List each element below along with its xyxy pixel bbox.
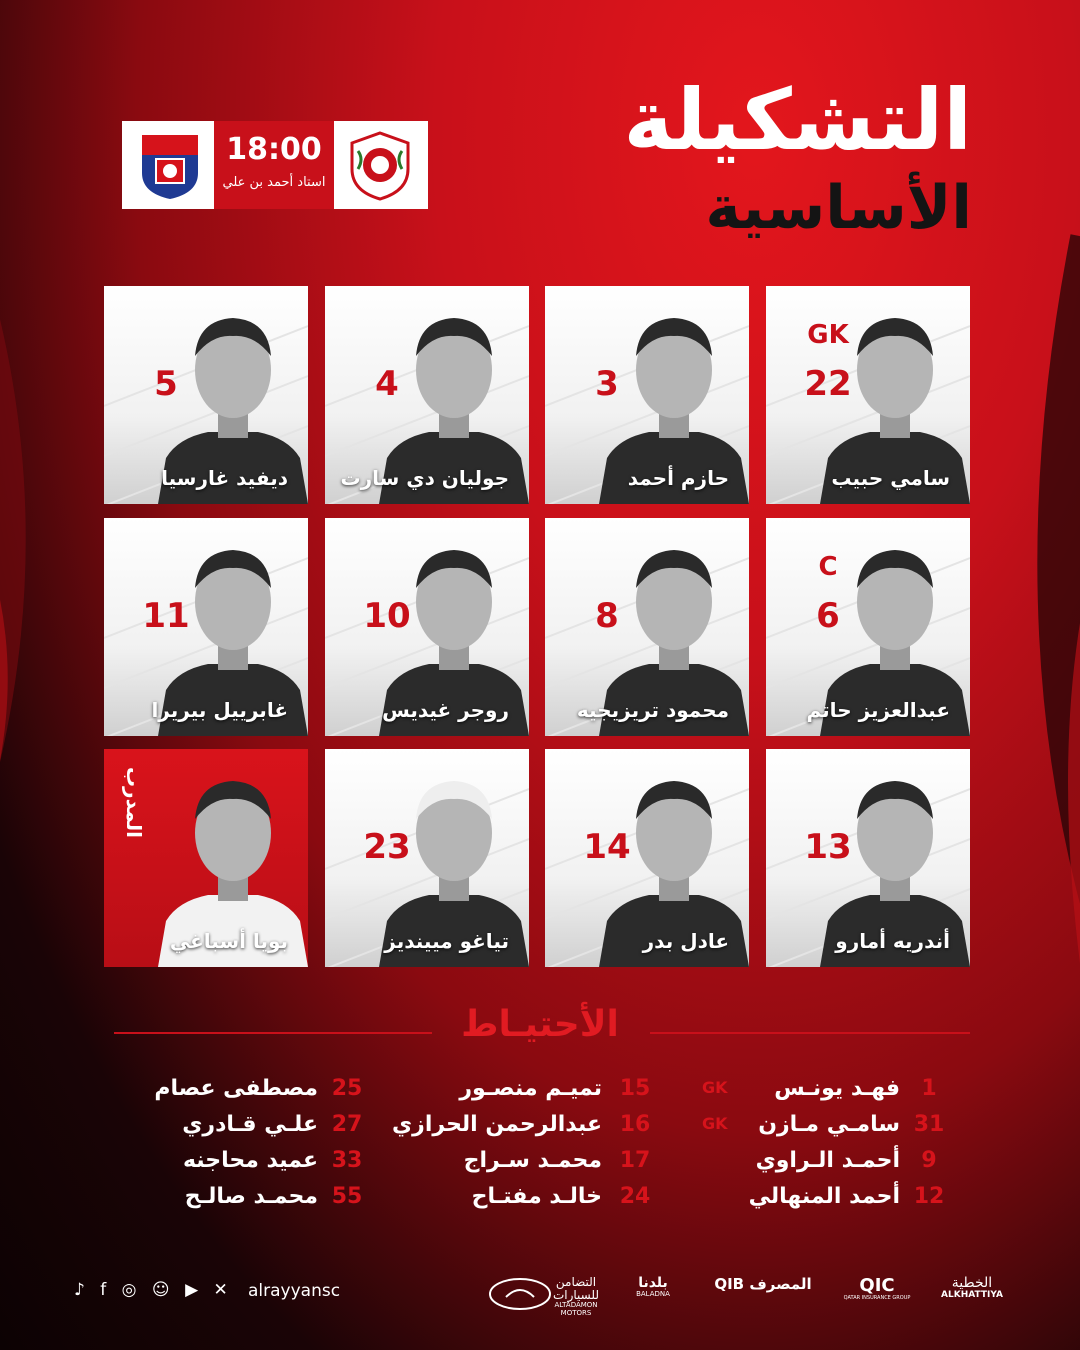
sponsor-qib: QIB المصرف xyxy=(714,1275,812,1293)
player-number: 3 xyxy=(595,364,619,404)
coach-label: المدرب xyxy=(122,767,146,838)
player-card xyxy=(545,286,749,504)
sub-row xyxy=(380,1112,680,1142)
sub-name: خالـد مفتـاح xyxy=(471,1184,602,1209)
player-name: سامي حبيب xyxy=(831,466,950,490)
player-name: أندريه أمارو xyxy=(835,929,950,953)
sub-tag: GK xyxy=(702,1078,728,1097)
player-name: جوليان دي سارت xyxy=(340,466,509,490)
coach-card xyxy=(104,749,308,967)
title-sub: الأساسية xyxy=(705,173,972,243)
x-icon[interactable]: ✕ xyxy=(213,1280,228,1300)
sponsor-altadamon: التضامن للسيارات ALTADAMON MOTORS xyxy=(552,1275,600,1318)
player-number: 22 xyxy=(804,364,852,404)
sub-row xyxy=(670,1184,970,1214)
sub-number: 15 xyxy=(619,1076,651,1101)
player-number: 23 xyxy=(363,827,411,867)
social-icons xyxy=(74,1280,238,1300)
player-card xyxy=(325,749,529,967)
sub-name: عبدالرحمن الحرازي xyxy=(392,1112,602,1137)
player-card xyxy=(545,518,749,736)
match-info xyxy=(122,121,428,209)
sub-number: 16 xyxy=(619,1112,651,1137)
sub-number: 24 xyxy=(619,1184,651,1209)
sub-name: سامـي مـازن xyxy=(758,1112,900,1137)
title-main: التشكيلة xyxy=(623,71,972,169)
player-card xyxy=(104,286,308,504)
sub-number: 33 xyxy=(331,1148,363,1173)
player-number: 6 xyxy=(816,596,840,636)
sponsor-baladna: بلدنا BALADNA xyxy=(636,1275,670,1299)
sub-number: 55 xyxy=(331,1184,363,1209)
sub-row xyxy=(380,1184,680,1214)
sub-row xyxy=(94,1076,394,1106)
car-brand-logo-icon xyxy=(488,1277,552,1311)
sub-number: 1 xyxy=(921,1076,937,1101)
player-name: محمود تريزيجيه xyxy=(576,698,729,722)
sub-name: أحمد المنهالي xyxy=(748,1184,900,1209)
divider xyxy=(650,1032,970,1034)
sub-name: محمـد صالـح xyxy=(184,1184,318,1209)
sub-name: تميـم منصـور xyxy=(459,1076,602,1101)
divider xyxy=(114,1032,432,1034)
sponsor-qic: QIC QATAR INSURANCE GROUP xyxy=(843,1275,911,1301)
player-name: روجر غيديس xyxy=(382,698,509,722)
sub-number: 17 xyxy=(619,1148,651,1173)
player-tag: C xyxy=(818,552,838,582)
player-number: 4 xyxy=(375,364,399,404)
tiktok-icon[interactable]: ♪ xyxy=(74,1280,85,1300)
player-card xyxy=(325,518,529,736)
sub-row xyxy=(670,1076,970,1106)
sub-number: 25 xyxy=(331,1076,363,1101)
player-name: حازم أحمد xyxy=(627,466,729,490)
sub-row xyxy=(670,1148,970,1178)
instagram-icon[interactable]: ◎ xyxy=(121,1280,137,1300)
subs-title: الأحتيـاط xyxy=(461,1004,619,1045)
player-card xyxy=(325,286,529,504)
player-number: 14 xyxy=(583,827,631,867)
sub-row xyxy=(670,1112,970,1142)
venue: استاد أحمد بن علي xyxy=(222,175,326,190)
sub-row xyxy=(380,1076,680,1106)
sub-row xyxy=(94,1184,394,1214)
sub-number: 9 xyxy=(921,1148,937,1173)
player-card xyxy=(766,286,970,504)
player-name: عادل بدر xyxy=(642,929,729,953)
player-number: 10 xyxy=(363,596,411,636)
sub-name: علـي قـادري xyxy=(182,1112,318,1137)
snapchat-icon[interactable]: ☺ xyxy=(151,1280,170,1300)
facebook-icon[interactable]: f xyxy=(100,1280,107,1300)
player-number: 5 xyxy=(154,364,178,404)
sub-number: 27 xyxy=(331,1112,363,1137)
sub-name: مصطفى عصام xyxy=(154,1076,318,1101)
sub-number: 31 xyxy=(913,1112,945,1137)
sub-name: محمـد سـراج xyxy=(463,1148,602,1173)
sub-name: عميد محاجنه xyxy=(182,1148,318,1173)
player-card xyxy=(766,749,970,967)
player-card xyxy=(104,518,308,736)
sub-name: أحمـد الـراوي xyxy=(755,1148,900,1173)
sub-row xyxy=(94,1148,394,1178)
player-number: 13 xyxy=(804,827,852,867)
sponsor-alkhattiya: الخطية ALKHATTIYA xyxy=(941,1275,1003,1301)
player-card xyxy=(766,518,970,736)
sub-number: 12 xyxy=(913,1184,945,1209)
player-number: 8 xyxy=(595,596,619,636)
player-name: عبدالعزيز حاتم xyxy=(806,698,950,722)
player-name: غابرييل بيريرا xyxy=(151,698,288,722)
youtube-icon[interactable]: ▶ xyxy=(185,1280,199,1300)
player-name: ديفيد غارسيا xyxy=(161,466,288,490)
player-number: 11 xyxy=(142,596,190,636)
player-tag: GK xyxy=(807,320,849,350)
social-handle[interactable]: alrayyansc xyxy=(248,1281,341,1301)
sub-tag: GK xyxy=(702,1114,728,1133)
al-rayyan-crest-icon xyxy=(344,129,416,201)
sub-name: فهـد يونـس xyxy=(774,1076,900,1101)
sub-row xyxy=(380,1148,680,1178)
coach-name: بويا أسباغي xyxy=(169,929,288,953)
opponent-crest-icon xyxy=(134,129,206,201)
player-card xyxy=(545,749,749,967)
player-name: تياغو ميينديز xyxy=(384,929,509,953)
kickoff-panel xyxy=(214,121,334,209)
kickoff-time: 18:00 xyxy=(226,132,322,167)
sub-row xyxy=(94,1112,394,1142)
